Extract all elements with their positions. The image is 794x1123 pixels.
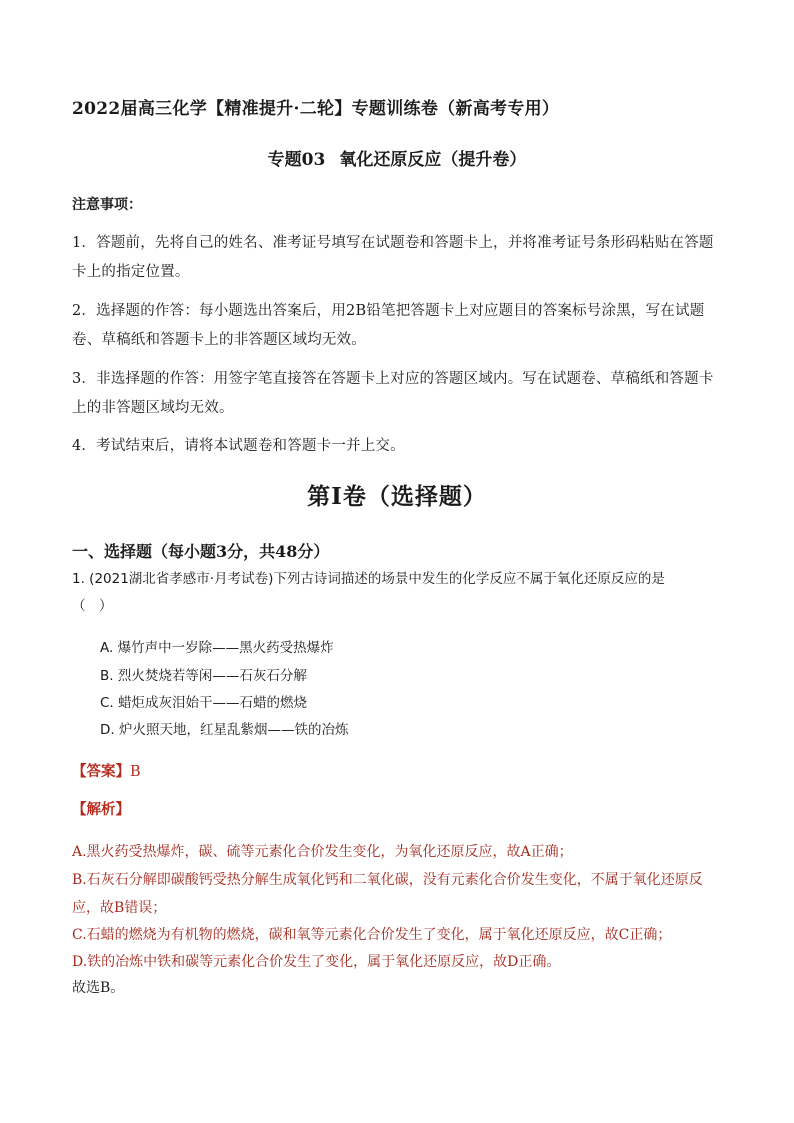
option-b: B. 烈火焚烧若等闲——石灰石分解	[100, 668, 307, 684]
analysis-line-b-cont: 应，故B错误；	[72, 900, 167, 916]
question-stem: 1. (2021湖北省孝感市·月考试卷)下列古诗词描述的场景中发生的化学反应不属于氧化还原反应的是	[72, 571, 665, 587]
analysis-line-b: B.石灰石分解即碳酸钙受热分解生成氧化钙和二氧化碳，没有元素化合价发生变化，不属于氧化还原反	[72, 872, 703, 888]
topic-name: 氧化还原反应（提升卷）	[339, 150, 527, 170]
option-c: C. 蜡炬成灰泪始干——石蜡的燃烧	[100, 695, 308, 711]
answer-label: 【答案】	[72, 763, 130, 780]
analysis-label: 【解析】	[72, 801, 130, 818]
answer-line	[72, 760, 141, 781]
analysis-line-c: C.石蜡的燃烧为有机物的燃烧，碳和氧等元素化合价发生了变化，属于氧化还原反应，故C正确；	[72, 927, 672, 943]
answer-value: B	[130, 764, 141, 780]
notice-item-2: 2．选择题的作答：每小题选出答案后，用2B铅笔把答题卡上对应题目的答案标号涂黑，写在试题卷、草稿纸和答题卡上的非答题区域均无效。	[72, 303, 705, 348]
analysis-line-a: A.黑火药受热爆炸，碳、硫等元素化合价发生变化，为氧化还原反应，故A正确；	[72, 844, 573, 860]
notice-item-3: 3．非选择题的作答：用签字笔直接答在答题卡上对应的答题区域内。写在试题卷、草稿纸和答题卡上的非答题区域均无效。	[72, 371, 714, 416]
topic-number: 专题03	[267, 150, 326, 170]
notice-item-4: 4．考试结束后，请将本试题卷和答题卡一并上交。	[72, 438, 405, 454]
analysis-line-d: D.铁的冶炼中铁和碳等元素化合价发生了变化，属于氧化还原反应，故D正确。	[72, 954, 561, 970]
document-title: 2022届高三化学【精准提升·二轮】专题训练卷（新高考专用）	[72, 99, 560, 119]
topic-title	[0, 145, 794, 170]
option-d: D. 炉火照天地，红星乱紫烟——铁的冶炼	[100, 722, 349, 738]
answer-bracket: （ ）	[72, 598, 113, 614]
notice-heading: 注意事项：	[72, 197, 142, 213]
volume-title: 第Ⅰ卷（选择题）	[307, 483, 487, 510]
analysis-conclusion: 故选B。	[72, 980, 125, 996]
option-a: A. 爆竹声中一岁除——黑火药受热爆炸	[100, 640, 334, 656]
section-title: 一、选择题（每小题3分，共48分）	[72, 542, 330, 561]
notice-item-1: 1．答题前，先将自己的姓名、准考证号填写在试题卷和答题卡上，并将准考证号条形码粘贴在答题卡上的指定位置。	[72, 235, 714, 280]
